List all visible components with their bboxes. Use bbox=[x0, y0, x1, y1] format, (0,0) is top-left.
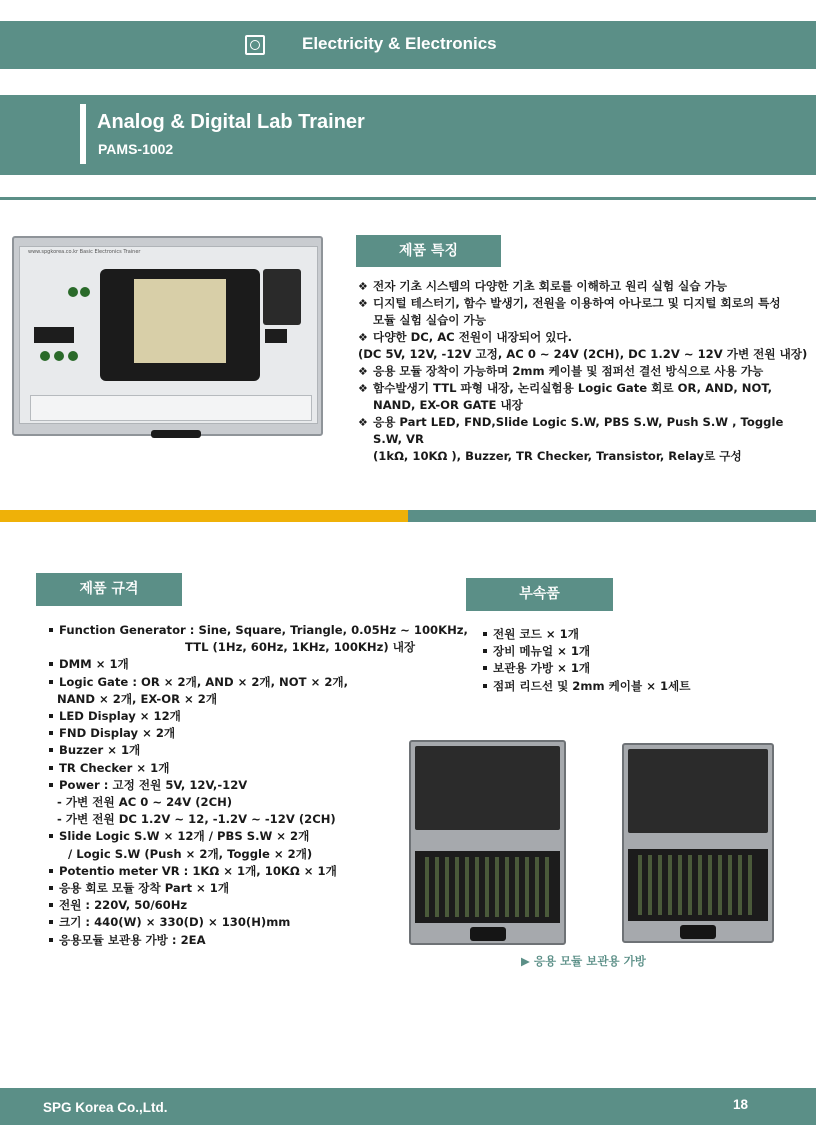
knob bbox=[68, 351, 78, 361]
trainer-header-text: www.spgkorea.co.kr Basic Electronics Trainer bbox=[28, 249, 141, 255]
list-item: 전원 코드 × 1개 bbox=[483, 626, 690, 643]
list-item: 응용 회로 모듈 장착 Part × 1개 bbox=[48, 880, 428, 897]
case-lid-foam bbox=[415, 746, 560, 830]
list-item: LED Display × 12개 bbox=[48, 708, 428, 725]
knob bbox=[68, 287, 78, 297]
list-item: 모듈 실험 실습이 가능 bbox=[373, 313, 486, 327]
page-number: 18 bbox=[733, 1097, 749, 1112]
list-item: Function Generator : Sine, Square, Triangle, 0.05Hz ~ 100KHz, bbox=[48, 622, 428, 639]
knob bbox=[40, 351, 50, 361]
specs-heading: 제품 규격 bbox=[36, 573, 182, 606]
trainer-panel bbox=[19, 246, 318, 424]
company-name: SPG Korea Co.,Ltd. bbox=[43, 1100, 168, 1115]
list-item: 장비 메뉴얼 × 1개 bbox=[483, 643, 690, 660]
list-item: (1kΩ, 10KΩ ), Buzzer, TR Checker, Transistor, Relay로 구성 bbox=[373, 449, 742, 463]
list-item: Potentio meter VR : 1KΩ × 1개, 10KΩ × 1개 bbox=[48, 863, 428, 880]
title-band bbox=[0, 95, 816, 175]
accessories-heading: 부속품 bbox=[466, 578, 613, 611]
case-handle bbox=[680, 925, 716, 939]
fnd-display-small bbox=[265, 329, 287, 343]
module-case-image bbox=[409, 740, 566, 945]
accessories-list bbox=[483, 626, 690, 695]
list-item: DMM × 1개 bbox=[48, 656, 428, 673]
case-lid-foam bbox=[628, 749, 768, 833]
list-item: 응용모듈 보관용 가방 : 2EA bbox=[48, 932, 428, 949]
list-item: FND Display × 2개 bbox=[48, 725, 428, 742]
trainer-product-image bbox=[12, 236, 323, 436]
knob bbox=[80, 287, 90, 297]
case-handle bbox=[470, 927, 506, 941]
case-body bbox=[628, 849, 768, 921]
features-heading: 제품 특징 bbox=[356, 235, 501, 267]
list-item: ❖ 전자 기초 시스템의 다양한 기초 회로를 이해하고 원리 실험 실습 가능 bbox=[358, 279, 727, 293]
list-item: ❖ 응용 Part LED, FND,Slide Logic S.W, PBS S.W, Push S.W , Toggle S.W, VR bbox=[358, 415, 784, 446]
list-item: ❖ 다양한 DC, AC 전원이 내장되어 있다. bbox=[358, 330, 572, 344]
title-accent-bar bbox=[80, 104, 86, 164]
category-title: Electricity & Electronics bbox=[302, 34, 497, 53]
list-item: TTL (1Hz, 60Hz, 1KHz, 100KHz) 내장 bbox=[185, 640, 416, 655]
list-item: NAND × 2개, EX-OR × 2개 bbox=[57, 691, 218, 706]
case-body bbox=[415, 851, 560, 923]
list-item: ❖ 함수발생기 TTL 파형 내장, 논리실험용 Logic Gate 회로 OR, AND, NOT, bbox=[358, 381, 772, 395]
list-item: Power : 고정 전원 5V, 12V,-12V bbox=[48, 777, 428, 794]
list-item: 전원 : 220V, 50/60Hz bbox=[48, 897, 428, 914]
list-item: NAND, EX-OR GATE 내장 bbox=[373, 398, 523, 412]
logic-switch-strip bbox=[30, 395, 312, 421]
list-item: ❖ 응용 모듈 장착이 가능하며 2mm 케이블 및 점퍼선 결선 방식으로 사용 가능 bbox=[358, 364, 764, 378]
product-title: Analog & Digital Lab Trainer bbox=[97, 111, 365, 133]
list-item: Slide Logic S.W × 12개 / PBS S.W × 2개 bbox=[48, 828, 428, 845]
list-item: 크기 : 440(W) × 330(D) × 130(H)mm bbox=[48, 914, 428, 931]
divider-yellow bbox=[0, 510, 408, 522]
knob bbox=[54, 351, 64, 361]
list-item: TR Checker × 1개 bbox=[48, 760, 428, 777]
breadboard bbox=[100, 269, 260, 381]
list-item: Buzzer × 1개 bbox=[48, 742, 428, 759]
product-model: PAMS-1002 bbox=[98, 141, 174, 157]
list-item: (DC 5V, 12V, -12V 고정, AC 0 ~ 24V (2CH), DC 1.2V ~ 12V 가변 전원 내장) bbox=[358, 347, 808, 361]
list-item: Logic Gate : OR × 2개, AND × 2개, NOT × 2개, bbox=[48, 674, 428, 691]
list-item: 보관용 가방 × 1개 bbox=[483, 660, 690, 677]
module-case-image bbox=[622, 743, 774, 943]
case-caption: ▶ 응용 모듈 보관용 가방 bbox=[521, 954, 646, 968]
plug-icon bbox=[245, 35, 265, 55]
list-item: - 가변 전원 DC 1.2V ~ 12, -1.2V ~ -12V (2CH) bbox=[57, 812, 336, 827]
list-item: ❖ 디지털 테스터기, 함수 발생기, 전원을 이용하여 아나로그 및 디지털 회로의 특성 bbox=[358, 296, 781, 310]
list-item: / Logic S.W (Push × 2개, Toggle × 2개) bbox=[68, 846, 313, 861]
list-item: 점퍼 리드선 및 2mm 케이블 × 1세트 bbox=[483, 678, 690, 695]
fnd-display bbox=[34, 327, 74, 343]
divider-teal bbox=[408, 510, 816, 522]
divider-line bbox=[0, 197, 816, 200]
features-list bbox=[358, 278, 808, 465]
multimeter bbox=[263, 269, 301, 325]
list-item: - 가변 전원 AC 0 ~ 24V (2CH) bbox=[57, 795, 233, 810]
specs-list bbox=[48, 622, 468, 949]
case-handle bbox=[151, 430, 201, 438]
